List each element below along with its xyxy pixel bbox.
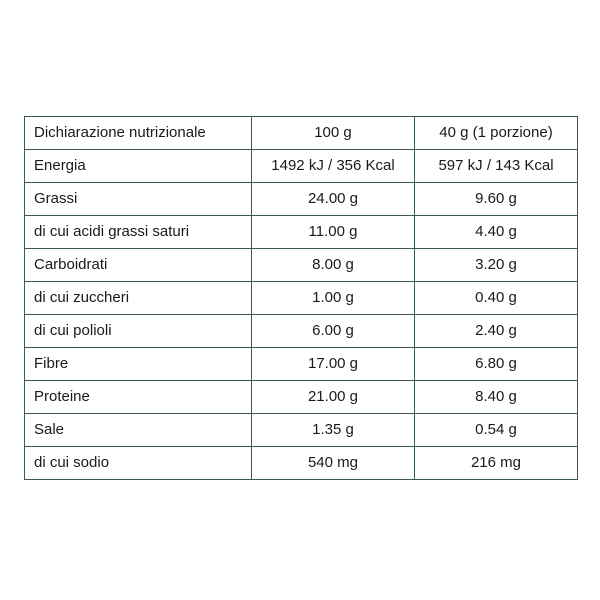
row-value-per-100: 11.00 g — [252, 216, 415, 249]
row-value-per-100: 1.00 g — [252, 282, 415, 315]
row-value-per-portion: 0.54 g — [415, 414, 578, 447]
row-label: di cui polioli — [25, 315, 252, 348]
row-value-per-100: 1492 kJ / 356 Kcal — [252, 150, 415, 183]
row-label: Grassi — [25, 183, 252, 216]
row-label: di cui sodio — [25, 447, 252, 480]
row-label: Energia — [25, 150, 252, 183]
header-label-cell: Dichiarazione nutrizionale — [25, 117, 252, 150]
row-value-per-portion: 3.20 g — [415, 249, 578, 282]
row-label: Fibre — [25, 348, 252, 381]
row-value-per-100: 1.35 g — [252, 414, 415, 447]
row-value-per-100: 6.00 g — [252, 315, 415, 348]
row-label: Sale — [25, 414, 252, 447]
row-value-per-100: 8.00 g — [252, 249, 415, 282]
row-value-per-100: 17.00 g — [252, 348, 415, 381]
row-value-per-100: 24.00 g — [252, 183, 415, 216]
row-value-per-portion: 9.60 g — [415, 183, 578, 216]
row-value-per-portion: 0.40 g — [415, 282, 578, 315]
row-value-per-portion: 6.80 g — [415, 348, 578, 381]
row-value-per-portion: 2.40 g — [415, 315, 578, 348]
header-per-portion-cell: 40 g (1 porzione) — [415, 117, 578, 150]
table-row-energia — [25, 150, 578, 183]
table-row-sodio — [25, 447, 578, 480]
table-row-zuccheri — [25, 282, 578, 315]
table-header-row — [25, 117, 578, 150]
row-label: Proteine — [25, 381, 252, 414]
table-row-fibre — [25, 348, 578, 381]
row-label: Carboidrati — [25, 249, 252, 282]
header-per-100-cell: 100 g — [252, 117, 415, 150]
row-value-per-portion: 8.40 g — [415, 381, 578, 414]
table-row-proteine — [25, 381, 578, 414]
table-row-carboidrati — [25, 249, 578, 282]
row-value-per-portion: 216 mg — [415, 447, 578, 480]
row-value-per-portion: 597 kJ / 143 Kcal — [415, 150, 578, 183]
table-row-grassi — [25, 183, 578, 216]
table-row-sale — [25, 414, 578, 447]
table-row-polioli — [25, 315, 578, 348]
nutrition-facts-table — [24, 116, 578, 480]
table-row-grassi-saturi — [25, 216, 578, 249]
row-value-per-portion: 4.40 g — [415, 216, 578, 249]
row-label: di cui acidi grassi saturi — [25, 216, 252, 249]
row-value-per-100: 540 mg — [252, 447, 415, 480]
row-label: di cui zuccheri — [25, 282, 252, 315]
row-value-per-100: 21.00 g — [252, 381, 415, 414]
